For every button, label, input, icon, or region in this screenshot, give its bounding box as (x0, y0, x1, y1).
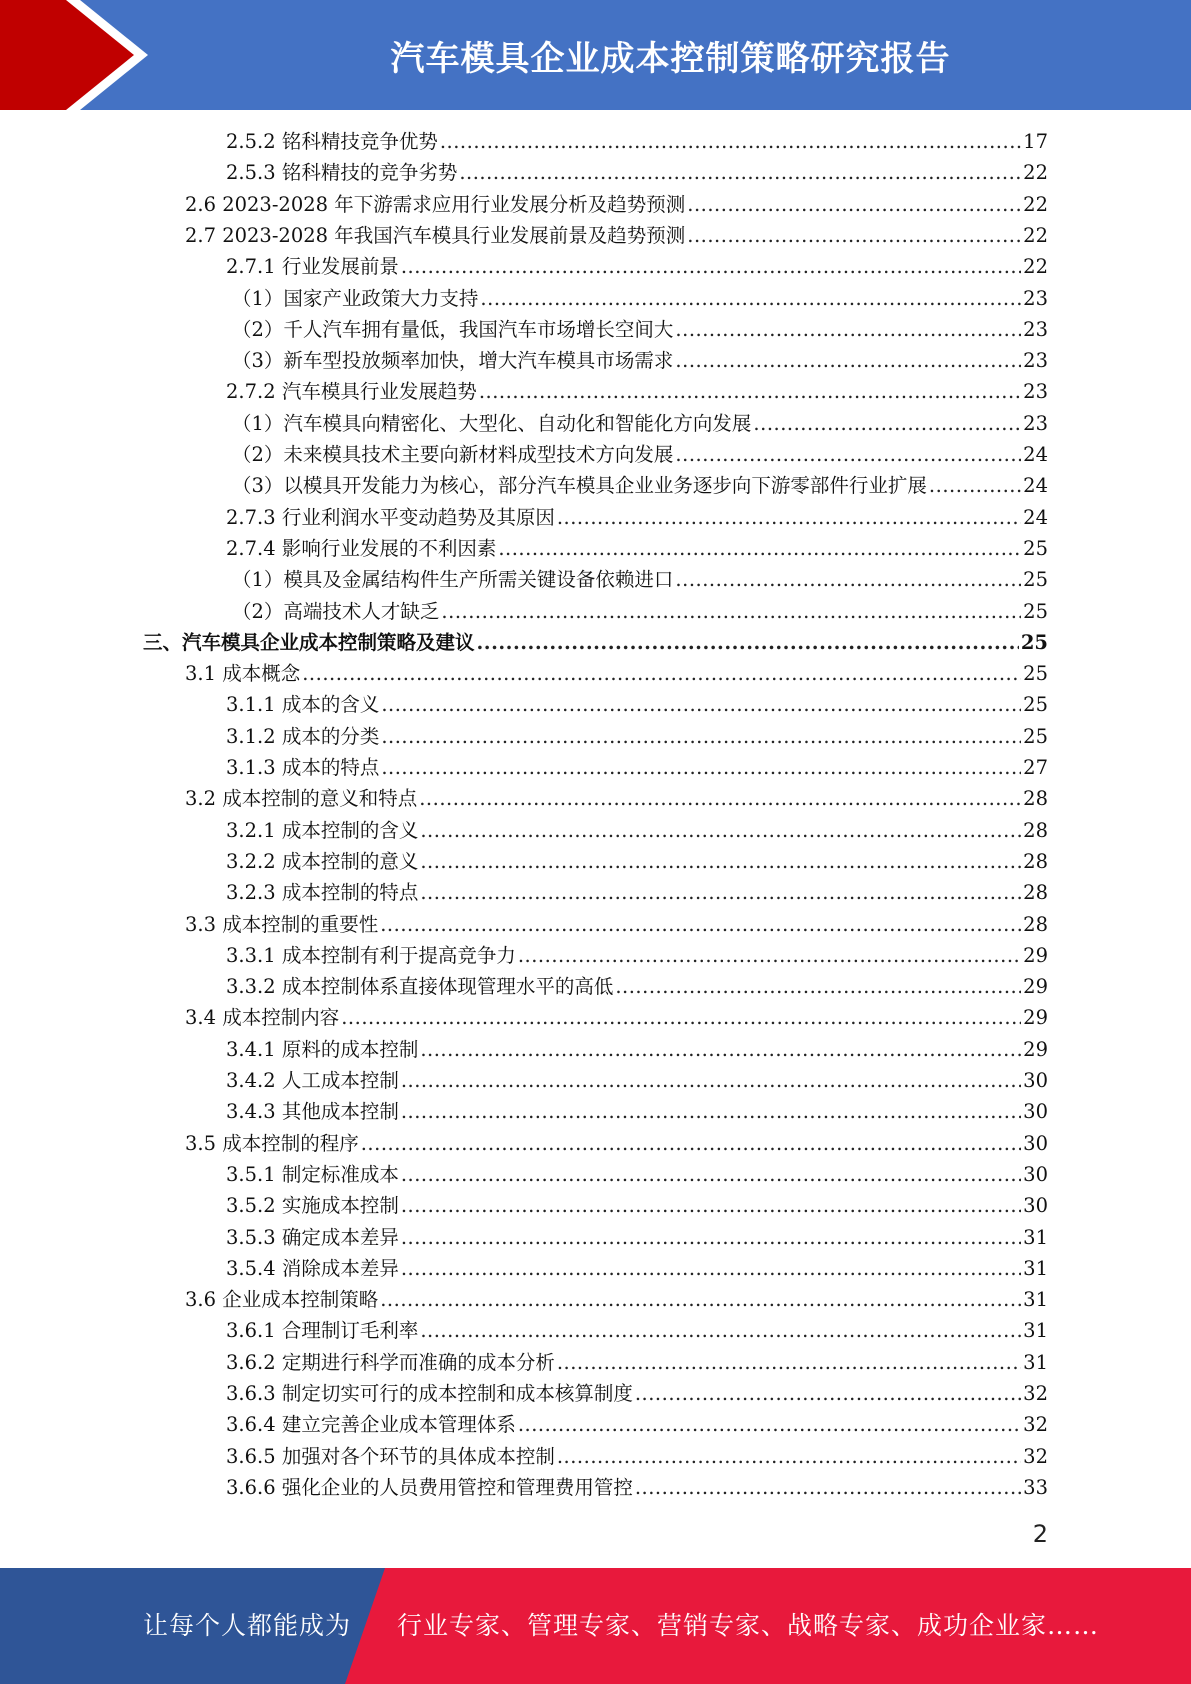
toc-dot-leader (401, 1253, 1021, 1284)
toc-entry-title: 3.3.2 成本控制体系直接体现管理水平的高低 (226, 975, 614, 999)
toc-entry-title: 三、汽车模具企业成本控制策略及建议 (143, 630, 475, 654)
toc-entry-page: 31 (1023, 1319, 1048, 1343)
toc-entry-page: 23 (1023, 380, 1048, 404)
toc-entry[interactable] (185, 909, 1048, 940)
toc-entry[interactable] (226, 721, 1048, 752)
toc-entry-page: 23 (1023, 411, 1048, 435)
toc-entry-title: 3.4.3 其他成本控制 (226, 1100, 399, 1124)
toc-entry[interactable] (232, 439, 1048, 470)
toc-entry-page: 24 (1023, 505, 1048, 529)
toc-entry[interactable] (226, 846, 1048, 877)
toc-entry[interactable] (232, 408, 1048, 439)
toc-dot-leader (381, 689, 1021, 720)
toc-entry-title: 3.2.2 成本控制的意义 (226, 849, 419, 873)
toc-entry-title: （3）以模具开发能力为核心，部分汽车模具企业业务逐步向下游零部件行业扩展 (232, 474, 927, 498)
toc-dot-leader (518, 940, 1021, 971)
toc-entry-page: 25 (1023, 568, 1048, 592)
toc-entry-title: 2.7.3 行业利润水平变动趋势及其原因 (226, 505, 555, 529)
toc-dot-leader (498, 533, 1021, 564)
toc-entry-title: 3.4.1 原料的成本控制 (226, 1037, 419, 1061)
toc-entry-page: 29 (1023, 943, 1048, 967)
toc-dot-leader (341, 1002, 1021, 1033)
toc-dot-leader (635, 1378, 1021, 1409)
toc-dot-leader (381, 721, 1021, 752)
toc-dot-leader (401, 1190, 1021, 1221)
toc-entry-title: 3.4.2 人工成本控制 (226, 1069, 399, 1092)
toc-entry[interactable] (226, 1190, 1048, 1221)
toc-entry-page: 31 (1023, 1256, 1048, 1280)
toc-entry-page: 31 (1023, 1288, 1048, 1312)
toc-entry[interactable] (226, 689, 1048, 720)
toc-entry-title: （2）高端技术人才缺乏 (232, 599, 440, 623)
toc-entry-title: （2）未来模具技术主要向新材料成型技术方向发展 (232, 443, 674, 466)
toc-entry-page: 30 (1023, 1162, 1048, 1186)
toc-entry[interactable] (226, 752, 1048, 783)
toc-dot-leader (557, 1347, 1021, 1378)
toc-dot-leader (420, 815, 1021, 846)
toc-entry[interactable] (226, 971, 1048, 1002)
toc-entry-title: （2）千人汽车拥有量低，我国汽车市场增长空间大 (232, 317, 674, 341)
toc-dot-leader (675, 345, 1021, 376)
toc-entry-title: 3.6.5 加强对各个环节的具体成本控制 (226, 1444, 555, 1468)
red-chevron-icon (0, 0, 160, 110)
toc-entry-title: 3.1.3 成本的特点 (226, 756, 380, 779)
toc-entry-title: 2.7.2 汽车模具行业发展趋势 (226, 380, 477, 404)
toc-dot-leader (420, 1034, 1021, 1065)
toc-entry-title: 3.6.6 强化企业的人员费用管控和管理费用管控 (226, 1475, 633, 1499)
toc-entry-page: 17 (1023, 130, 1048, 153)
footer-slogan-left: 让每个人都能成为 (143, 1611, 352, 1640)
toc-entry-title: 3.2 成本控制的意义和特点 (185, 787, 418, 811)
toc-entry[interactable] (185, 1002, 1048, 1033)
toc-entry-page: 32 (1023, 1444, 1048, 1468)
toc-entry-title: 3.1 成本概念 (185, 662, 301, 686)
toc-entry[interactable] (232, 314, 1048, 345)
toc-dot-leader (361, 1128, 1021, 1159)
toc-entry-title: 3.2.1 成本控制的含义 (226, 818, 419, 842)
toc-dot-leader (518, 1409, 1021, 1440)
toc-entry-title: （1）模具及金属结构件生产所需关键设备依赖进口 (232, 568, 674, 592)
toc-dot-leader (687, 220, 1021, 251)
toc-entry[interactable] (226, 1096, 1048, 1127)
toc-dot-leader (380, 1284, 1021, 1315)
toc-entry[interactable] (226, 1253, 1048, 1284)
toc-entry-page: 29 (1023, 1037, 1048, 1061)
toc-entry-page: 32 (1023, 1382, 1048, 1405)
toc-entry-page: 23 (1023, 349, 1048, 373)
toc-entry-page: 25 (1023, 536, 1048, 560)
toc-entry-page: 30 (1023, 1069, 1048, 1092)
toc-dot-leader (302, 658, 1021, 689)
toc-entry[interactable] (226, 533, 1048, 564)
toc-entry-title: 3.5.3 确定成本差异 (226, 1225, 399, 1249)
toc-entry-title: 3.2.3 成本控制的特点 (226, 881, 419, 905)
report-title: 汽车模具企业成本控制策略研究报告 (390, 38, 951, 79)
toc-entry-title: 3.6 企业成本控制策略 (185, 1288, 379, 1312)
toc-dot-leader (420, 1315, 1021, 1346)
toc-entry-page: 30 (1023, 1194, 1048, 1218)
page-number: 2 (1032, 1520, 1048, 1548)
toc-entry[interactable] (185, 1128, 1048, 1159)
toc-entry-page: 28 (1023, 787, 1048, 811)
toc-entry-page: 23 (1023, 286, 1048, 310)
toc-entry-title: 3.5 成本控制的程序 (185, 1131, 359, 1155)
toc-entry[interactable] (226, 1472, 1048, 1503)
toc-dot-leader (440, 126, 1021, 157)
toc-entry-title: 3.6.1 合理制订毛利率 (226, 1319, 419, 1343)
toc-dot-leader (380, 909, 1021, 940)
toc-entry-page: 33 (1023, 1475, 1048, 1499)
toc-entry-title: 3.5.4 消除成本差异 (226, 1256, 399, 1280)
toc-entry[interactable] (226, 1034, 1048, 1065)
toc-entry[interactable] (226, 1222, 1048, 1253)
toc-entry[interactable] (226, 1409, 1048, 1440)
toc-entry-title: 2.5.2 铭科精技竞争优势 (226, 130, 438, 153)
toc-entry-title: （3）新车型投放频率加快，增大汽车模具市场需求 (232, 349, 674, 373)
toc-entry-page: 25 (1023, 693, 1048, 717)
toc-dot-leader (420, 846, 1021, 877)
footer-banner (0, 1568, 1191, 1684)
toc-entry-page: 24 (1023, 443, 1048, 466)
toc-dot-leader (441, 596, 1021, 627)
toc-dot-leader (557, 502, 1021, 533)
toc-entry[interactable] (226, 1347, 1048, 1378)
toc-dot-leader (401, 1096, 1021, 1127)
toc-entry-page: 28 (1023, 818, 1048, 842)
toc-entry[interactable] (232, 596, 1048, 627)
toc-entry-title: 3.3.1 成本控制有利于提高竞争力 (226, 943, 516, 967)
toc-dot-leader (615, 971, 1021, 1002)
toc-entry-page: 24 (1023, 474, 1048, 498)
toc-entry[interactable] (226, 502, 1048, 533)
toc-dot-leader (929, 470, 1021, 501)
toc-dot-leader (419, 783, 1021, 814)
toc-entry[interactable] (226, 1065, 1048, 1096)
toc-entry[interactable] (226, 1315, 1048, 1346)
toc-entry[interactable] (226, 877, 1048, 908)
toc-entry-title: 3.5.2 实施成本控制 (226, 1194, 399, 1218)
toc-entry-page: 23 (1023, 317, 1048, 341)
toc-dot-leader (675, 314, 1021, 345)
toc-entry-page: 22 (1023, 255, 1048, 279)
toc-entry[interactable] (232, 283, 1048, 314)
toc-entry-page: 31 (1023, 1350, 1048, 1374)
toc-entry-title: 2.6 2023-2028 年下游需求应用行业发展分析及趋势预测 (185, 192, 686, 216)
toc-entry-title: 3.1.1 成本的含义 (226, 693, 380, 717)
toc-entry-page: 28 (1023, 849, 1048, 873)
toc-entry[interactable] (226, 251, 1048, 282)
toc-entry-title: 3.6.3 制定切实可行的成本控制和成本核算制度 (226, 1382, 633, 1405)
toc-entry-page: 28 (1023, 881, 1048, 905)
toc-dot-leader (401, 251, 1021, 282)
toc-entry[interactable] (226, 126, 1048, 157)
toc-entry-title: 3.6.2 定期进行科学而准确的成本分析 (226, 1350, 555, 1374)
toc-entry[interactable] (226, 1378, 1048, 1409)
toc-entry[interactable] (185, 220, 1048, 251)
toc-entry-page: 25 (1020, 630, 1048, 654)
toc-dot-leader (477, 627, 1019, 658)
toc-dot-leader (459, 157, 1021, 188)
toc-entry-page: 29 (1023, 1006, 1048, 1030)
toc-entry-title: 2.7.4 影响行业发展的不利因素 (226, 536, 497, 560)
toc-dot-leader (675, 439, 1021, 470)
toc-entry-title: 3.3 成本控制的重要性 (185, 912, 379, 936)
toc-entry[interactable] (185, 1284, 1048, 1315)
toc-entry-page: 27 (1023, 756, 1048, 779)
toc-dot-leader (381, 752, 1021, 783)
toc-entry[interactable] (226, 376, 1048, 407)
toc-dot-leader (401, 1159, 1021, 1190)
toc-entry[interactable] (232, 345, 1048, 376)
toc-entry-page: 28 (1023, 912, 1048, 936)
toc-entry-page: 22 (1023, 223, 1048, 247)
toc-entry-title: （1）国家产业政策大力支持 (232, 286, 479, 310)
toc-entry[interactable] (232, 470, 1048, 501)
toc-entry-title: 3.5.1 制定标准成本 (226, 1162, 399, 1186)
toc-entry-page: 25 (1023, 724, 1048, 748)
toc-entry[interactable] (226, 1441, 1048, 1472)
toc-entry-page: 30 (1023, 1100, 1048, 1124)
toc-entry[interactable] (226, 1159, 1048, 1190)
toc-entry-title: 3.4 成本控制内容 (185, 1006, 340, 1030)
toc-entry[interactable] (185, 189, 1048, 220)
toc-entry-title: （1）汽车模具向精密化、大型化、自动化和智能化方向发展 (232, 411, 752, 435)
toc-dot-leader (675, 564, 1021, 595)
toc-dot-leader (479, 376, 1021, 407)
toc-entry-page: 31 (1023, 1225, 1048, 1249)
footer-slogan-right: 行业专家、管理专家、营销专家、战略专家、成功企业家…… (397, 1611, 1100, 1640)
toc-entry-title: 2.7.1 行业发展前景 (226, 255, 399, 279)
header-banner (0, 0, 1191, 110)
toc-entry-title: 3.6.4 建立完善企业成本管理体系 (226, 1413, 516, 1437)
toc-entry-title: 2.7 2023-2028 年我国汽车模具行业发展前景及趋势预测 (185, 223, 686, 247)
toc-entry-page: 25 (1023, 599, 1048, 623)
toc-entry[interactable] (226, 157, 1048, 188)
toc-dot-leader (420, 877, 1021, 908)
toc-entry[interactable] (232, 564, 1048, 595)
toc-entry-page: 30 (1023, 1131, 1048, 1155)
toc-dot-leader (401, 1222, 1021, 1253)
toc-entry-page: 22 (1023, 161, 1048, 185)
toc-dot-leader (401, 1065, 1021, 1096)
toc-entry-page: 29 (1023, 975, 1048, 999)
toc-dot-leader (753, 408, 1021, 439)
toc-entry-page: 22 (1023, 192, 1048, 216)
toc-entry[interactable] (185, 783, 1048, 814)
toc-dot-leader (687, 189, 1021, 220)
toc-entry[interactable] (185, 658, 1048, 689)
toc-entry[interactable] (226, 815, 1048, 846)
toc-entry-page: 25 (1023, 662, 1048, 686)
toc-entry-page: 32 (1023, 1413, 1048, 1437)
toc-dot-leader (480, 283, 1021, 314)
toc-dot-leader (635, 1472, 1021, 1503)
toc-dot-leader (557, 1441, 1021, 1472)
toc-entry-title: 3.1.2 成本的分类 (226, 724, 380, 748)
toc-entry[interactable] (143, 627, 1048, 658)
toc-entry[interactable] (226, 940, 1048, 971)
toc-entry-title: 2.5.3 铭科精技的竞争劣势 (226, 161, 458, 185)
